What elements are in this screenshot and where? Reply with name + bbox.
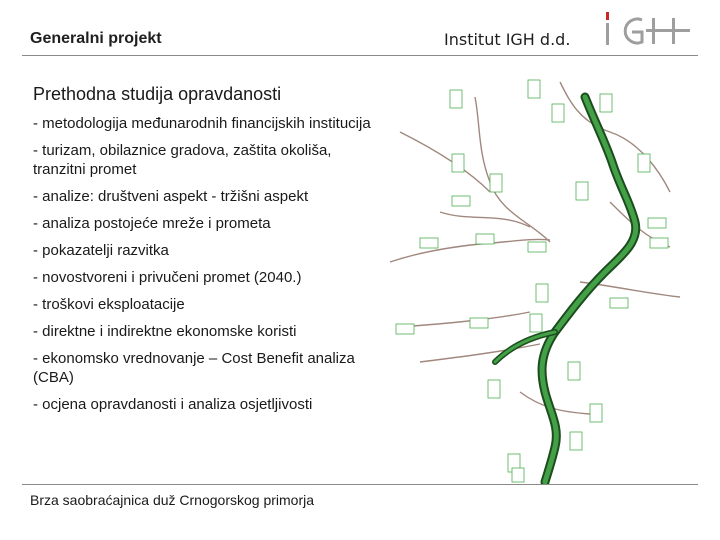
logo-letter-h-bar: [646, 29, 690, 32]
igh-logo: [600, 8, 696, 52]
road-label-box: [648, 218, 666, 228]
bullet-item: - direktne i indirektne ekonomske koristi: [33, 323, 297, 340]
road-label-box: [552, 104, 564, 122]
road-label-box: [470, 318, 488, 328]
section-title: Prethodna studija opravdanosti: [33, 84, 282, 104]
road-segment: [400, 132, 490, 192]
road-label-box: [530, 314, 542, 332]
road-label-box: [452, 154, 464, 172]
project-title: Generalni projekt: [30, 30, 162, 47]
road-label-box: [590, 404, 602, 422]
logo-letter-g: [625, 19, 642, 43]
logo-letter-i: [606, 23, 609, 45]
bullet-item: - turizam, obilaznice gradova, zaštita okoliša, tranzitni promet: [33, 142, 332, 178]
road-label-box: [568, 362, 580, 380]
road-label-box: [610, 298, 628, 308]
road-label-box: [450, 90, 462, 108]
bullet-item: - pokazatelji razvitka: [33, 242, 169, 259]
road-label-box: [512, 468, 524, 482]
road-label-box: [576, 182, 588, 200]
bullet-list: [33, 114, 378, 422]
bullet-item: - troškovi eksploatacije: [33, 296, 185, 313]
bullet-item: - ocjena opravdanosti i analiza osjetljivosti: [33, 396, 313, 413]
bullet-item: - ekonomsko vrednovanje – Cost Benefit analiza (CBA): [33, 350, 355, 386]
road-label-box: [570, 432, 582, 450]
road-label-box: [536, 284, 548, 302]
logo-red-accent: [606, 12, 609, 20]
bullet-item: - metodologija međunarodnih financijskih institucija: [33, 115, 371, 132]
road-segment: [440, 212, 530, 227]
road-label-box: [488, 380, 500, 398]
bullet-item: - analize: društveni aspekt - tržišni aspekt: [33, 188, 309, 205]
footer-text: Brza saobraćajnica duž Crnogorskog primorja: [30, 492, 315, 508]
bullet-item: - analiza postojeće mreže i prometa: [33, 215, 271, 232]
road-label-box: [528, 242, 546, 252]
main-highway: [495, 97, 636, 482]
road-label-box: [528, 80, 540, 98]
road-label-box: [420, 238, 438, 248]
bullet-item: - novostvoreni i privučeni promet (2040.): [33, 269, 302, 286]
footer-rule: [22, 484, 698, 485]
company-name: Institut IGH d.d.: [444, 30, 571, 49]
road-network-map: [380, 62, 710, 484]
road-label-box: [476, 234, 494, 244]
road-label-box: [600, 94, 612, 112]
road-segment: [420, 344, 540, 362]
road-label-box: [396, 324, 414, 334]
road-label-box: [638, 154, 650, 172]
road-label-box: [650, 238, 668, 248]
road-segment: [400, 312, 530, 327]
road-label-box: [490, 174, 502, 192]
road-segment: [390, 239, 550, 262]
road-label-box: [452, 196, 470, 206]
highway-fill: [542, 97, 636, 482]
header-rule: [22, 55, 698, 56]
